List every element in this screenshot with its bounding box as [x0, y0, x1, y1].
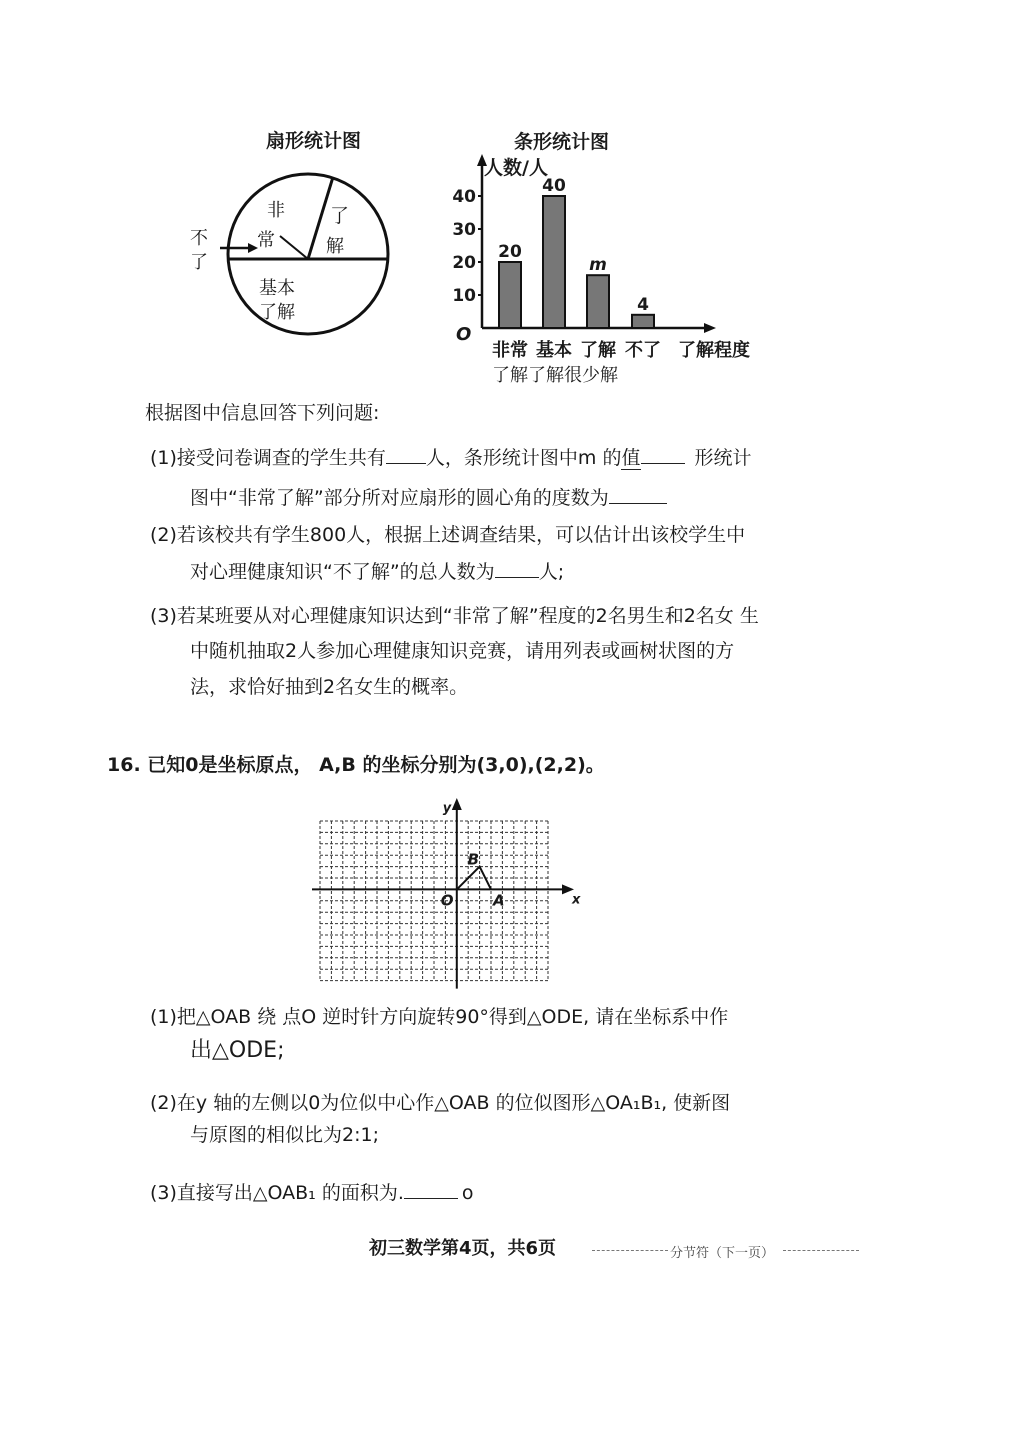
q16-part1-line2: 出△ODE; [190, 1038, 285, 1063]
pie-chart [170, 160, 430, 350]
q15-p1-text-d: 图中“非常了解”部分所对应扇形的圆心角的度数为 [190, 487, 609, 509]
bar [543, 196, 565, 328]
q15-p2-text-b: 对心理健康知识“不了解”的总人数为 [190, 561, 495, 583]
bar-y-tick-label: 30 [452, 220, 476, 240]
bar [499, 262, 521, 328]
bar [632, 315, 654, 328]
q16-title: 16. 已知0是坐标原点， A,B 的坐标分别为(3,0),(2,2)。 [107, 754, 605, 776]
bar-chart [440, 124, 780, 386]
q15-p1-text-a: (1)接受问卷调查的学生共有 [150, 447, 386, 469]
answer-blank-m[interactable] [641, 445, 685, 464]
bar-category-label-line2: 了解了解很少解 [492, 365, 618, 386]
bar-data-label: 4 [637, 294, 649, 315]
bar-chart-title: 条形统计图 [514, 131, 610, 153]
q16-part2-line1: (2)在y 轴的左侧以0为位似中心作△OAB 的位似图形△OA₁B₁, 使新图 [150, 1092, 731, 1114]
pie-label-none-1: 不 [190, 228, 208, 249]
point-a-label: A [493, 891, 505, 910]
bar-category-label: 不了 [625, 340, 661, 361]
section-break-label: 分节符（下一页） [670, 1246, 775, 1261]
q15-part2-line2 [190, 559, 564, 582]
pie-label-understand-1: 了 [330, 205, 350, 227]
bar-data-label: 40 [542, 176, 566, 196]
bar-y-tick-label: 10 [452, 286, 476, 306]
q15-p2-text-c: 人; [538, 561, 565, 583]
bar-x-axis-label: 了解程度 [678, 340, 750, 361]
q15-p1-zhi: 值 [621, 447, 641, 469]
q15-part2-line1: (2)若该校共有学生800人，根据上述调查结果，可以估计出该校学生中 [150, 524, 746, 546]
pie-label-none-2: 了 [190, 252, 208, 273]
pie-label-basic-1: 基本 [259, 278, 295, 299]
q15-intro: 根据图中信息回答下列问题: [145, 402, 380, 424]
pie-chart-title: 扇形统计图 [266, 130, 362, 152]
section-break-dash-right [783, 1250, 859, 1251]
bar-y-tick-label: 20 [452, 253, 476, 273]
answer-blank-angle[interactable] [609, 485, 667, 504]
q16-p3-text: (3)直接写出△OAB₁ 的面积为. [150, 1182, 404, 1204]
bar-data-label: m [589, 255, 607, 276]
section-break-dash-left [592, 1250, 668, 1251]
q16-p3-end: o [461, 1182, 474, 1204]
footer-page-number: 初三数学第4页，共6页 [369, 1238, 557, 1259]
bar-category-label: 了解 [580, 340, 616, 361]
q16-part3 [150, 1180, 474, 1203]
bar-y-tick-label: 40 [452, 187, 476, 207]
bar-y-axis-label: 人数/人 [484, 157, 548, 179]
bar-category-label: 非常 [492, 340, 528, 361]
grid-y-axis-label: y [442, 801, 452, 816]
q15-part3-line2: 中随机抽取2人参加心理健康知识竞赛，请用列表或画树状图的方 [190, 640, 735, 662]
q15-part1-line1 [150, 445, 752, 468]
q15-p1-text-c: 形统计 [694, 447, 752, 469]
pie-label-understand-2: 解 [326, 236, 344, 257]
q15-part3-line3: 法，求恰好抽到2名女生的概率。 [190, 676, 469, 698]
point-b-label: B [467, 850, 480, 869]
q15-part3-line1: (3)若某班要从对心理健康知识达到“非常了解”程度的2名男生和2名女 生 [150, 605, 759, 627]
pie-small-slice-line [280, 236, 308, 259]
coordinate-grid [305, 796, 585, 992]
bar-data-label: 20 [498, 242, 522, 262]
pie-label-very-1: 非 [267, 200, 285, 221]
grid-origin-label: O [440, 891, 454, 910]
bar-origin-label: O [456, 324, 472, 345]
q15-p1-text-b: 人，条形统计图中m 的 [425, 447, 622, 469]
answer-blank-area[interactable] [404, 1180, 458, 1199]
pie-label-basic-2: 了解 [259, 302, 295, 323]
grid-x-axis-label: x [572, 892, 581, 908]
pie-label-very-2: 常 [257, 230, 275, 251]
bar-category-label: 基本 [536, 340, 572, 361]
answer-blank-not-understand[interactable] [495, 559, 539, 578]
bar [587, 275, 609, 328]
grid-y-axis-arrowhead [452, 798, 462, 810]
q15-part1-line2 [190, 485, 667, 508]
bar-x-axis-arrowhead [704, 323, 716, 333]
q16-part1-line1: (1)把△OAB 绕 点O 逆时针方向旋转90°得到△ODE, 请在坐标系中作 [150, 1006, 729, 1028]
answer-blank-total[interactable] [386, 445, 426, 464]
q16-part2-line2: 与原图的相似比为2:1; [190, 1124, 379, 1146]
